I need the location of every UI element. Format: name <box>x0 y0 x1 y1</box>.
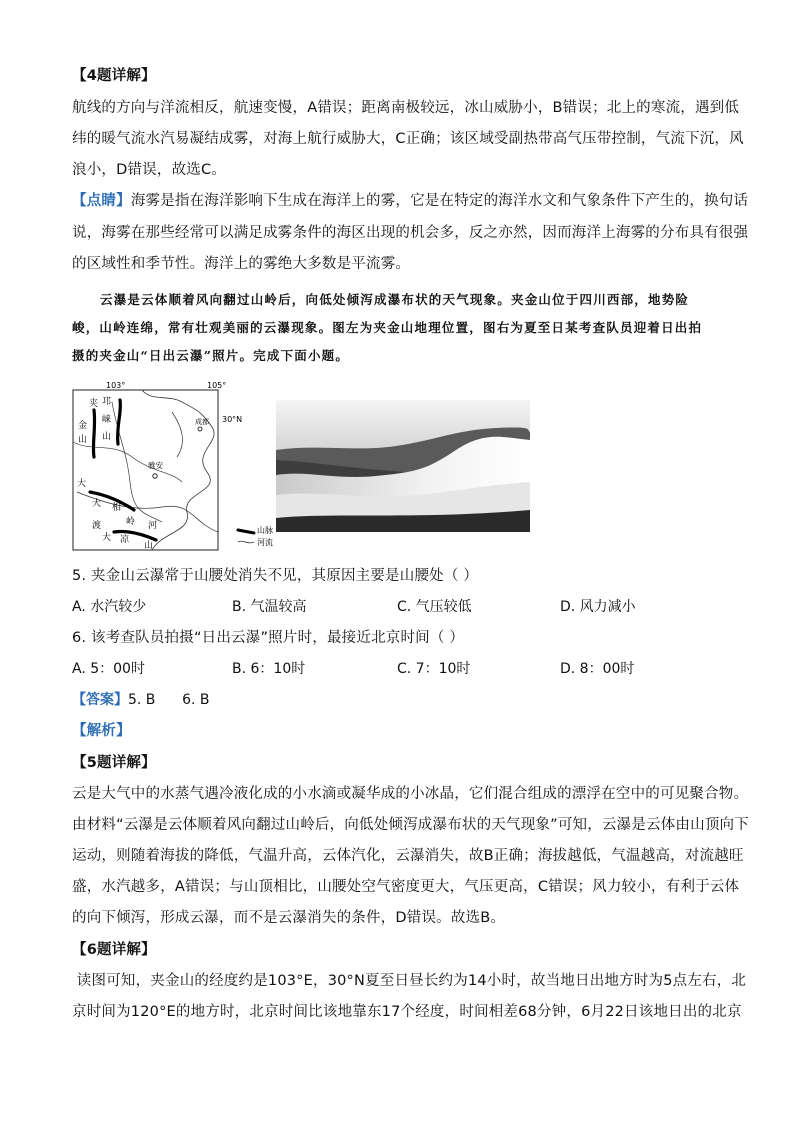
svg-text:凉: 凉 <box>120 535 130 545</box>
q5-option-c: C. 气压较低 <box>397 599 472 615</box>
answer-text: 5. B 6. B <box>128 692 210 708</box>
section-6-line-1: 读图可知，夹金山的经度约是103°E，30°N夏至日昼长约为14小时，故当地日出地方时为5点左右，北 <box>72 973 747 989</box>
q5-option-b: B. 气温较高 <box>232 599 307 615</box>
mountain-jiajin <box>93 410 94 457</box>
section-4-line-2: 纬的暖气流水汽易凝结成雾，对海上航行威胁大，C正确；该区域受副热带高气压带控制，气流下沉，风 <box>72 131 744 147</box>
dianjing-line-2: 说，海雾在那些经常可以满足成雾条件的海区出现的机会多，反之亦然，因而海洋上海雾的分布具有很强 <box>72 225 749 241</box>
section-4-heading: 【4题详解】 <box>72 68 156 84</box>
location-map-svg <box>72 382 282 552</box>
question-6-options <box>72 659 722 679</box>
photo-svg <box>276 400 530 532</box>
lat-label-30n: 30°N <box>222 415 243 424</box>
q6-option-d: D. 8：00时 <box>560 661 635 677</box>
question-5-options <box>72 597 722 617</box>
q5-option-d: D. 风力减小 <box>560 599 636 615</box>
svg-text:邛: 邛 <box>102 397 112 407</box>
material-line-3: 摄的夹金山“日出云瀑”照片。完成下面小题。 <box>72 348 350 363</box>
chengdu-label: 成都 <box>195 418 209 426</box>
answer-tag: 【答案】 <box>72 692 128 708</box>
answer-line <box>72 690 210 710</box>
lon-label-103: 103° <box>106 382 126 390</box>
section-6-line-2: 京时间为120°E的地方时，北京时间比该地靠东17个经度，时间相差68分钟，6月22日该地日出的北京 <box>72 1004 742 1020</box>
legend-mountain-label: 山脉 <box>257 526 273 535</box>
dianjing-line-3: 的区域性和季节性。海洋上的雾绝大多数是平流雾。 <box>72 256 411 272</box>
location-map <box>72 382 282 552</box>
river-line-1 <box>73 442 182 482</box>
section-5-line-2: 由材料“云瀑是云体顺着风向翻过山岭后，向低处倾泻成瀑布状的天气现象”可知，云瀑是云体由山顶向下 <box>72 817 749 833</box>
yaan-label: 雅安 <box>148 461 163 470</box>
section-4-line-3: 浪小，D错误，故选C。 <box>72 162 226 178</box>
material-line-1: 云瀑是云体顺着风向翻过山岭后，向低处倾泻成瀑布状的天气现象。夹金山位于四川西部，地势险 <box>100 292 690 307</box>
yaan-dot <box>153 474 157 478</box>
question-6-stem: 6. 该考查队员拍摄“日出云瀑”照片时，最接近北京时间（ ） <box>72 630 465 646</box>
analysis-tag: 【解析】 <box>72 723 131 739</box>
svg-text:大: 大 <box>92 499 102 509</box>
q6-option-b: B. 6：10时 <box>232 661 306 677</box>
mountain-qionglai <box>118 400 121 444</box>
svg-text:河: 河 <box>148 521 158 531</box>
svg-text:夹: 夹 <box>89 399 99 409</box>
q6-option-a: A. 5：00时 <box>72 661 145 677</box>
section-5-line-5: 的向下倾泻，形成云瀑，而不是云瀑消失的条件，D错误。故选B。 <box>72 910 506 926</box>
legend-mountain-symbol <box>238 530 254 533</box>
q5-option-a: A. 水汽较少 <box>72 599 147 615</box>
svg-text:金: 金 <box>78 421 88 431</box>
lon-label-105: 105° <box>207 382 227 390</box>
chengdu-dot <box>198 427 202 431</box>
svg-text:山: 山 <box>78 435 88 445</box>
section-6-heading: 【6题详解】 <box>72 942 156 958</box>
q6-option-c: C. 7：10时 <box>397 661 471 677</box>
section-4-line-1: 航线的方向与洋流相反，航速变慢，A错误；距离南极较远，冰山威胁小，B错误；北上的寒流，遇到低 <box>72 100 740 116</box>
svg-text:山: 山 <box>144 541 154 551</box>
svg-text:相: 相 <box>112 503 122 513</box>
svg-text:大: 大 <box>102 533 112 543</box>
dianjing-label: 【点睛】 <box>72 193 131 209</box>
svg-text:山: 山 <box>102 432 112 442</box>
material-line-2: 峻，山岭连绵，常有壮观美丽的云瀑现象。图左为夹金山地理位置，图右为夏至日某考查队员迎着日出拍 <box>72 320 703 335</box>
section-5-line-1: 云是大气中的水蒸气遇冷液化成的小水滴或凝华成的小冰晶，它们混合组成的漂浮在空中的可见聚合物。 <box>72 786 749 802</box>
section-5-heading: 【5题详解】 <box>72 755 156 771</box>
question-5-stem: 5. 夹金山云瀑常于山腰处消失不见，其原因主要是山腰处（ ） <box>72 568 479 584</box>
river-line-4 <box>172 412 182 457</box>
svg-text:渡: 渡 <box>92 521 102 531</box>
svg-text:大: 大 <box>77 479 87 489</box>
legend-river-label: 河流 <box>257 538 273 547</box>
section-5-line-3: 运动，则随着海拔的降低，气温升高，云体汽化，云瀑消失，故B正确；海拔越低，气温越高，对流越旺 <box>72 848 744 864</box>
legend-river-symbol <box>238 541 254 543</box>
section-5-line-4: 盛，水汽越多，A错误；与山顶相比，山腰处空气密度更大，气压更高，C错误；风力较小，有利于云体 <box>72 879 740 895</box>
dianjing-line-1: 【点睛】海雾是指在海洋影响下生成在海洋上的雾，它是在特定的海洋水文和气象条件下产生的，换句话 <box>72 193 749 209</box>
svg-text:岭: 岭 <box>126 517 136 527</box>
sunrise-cloud-waterfall-photo <box>276 400 530 532</box>
svg-text:崃: 崃 <box>102 415 112 425</box>
